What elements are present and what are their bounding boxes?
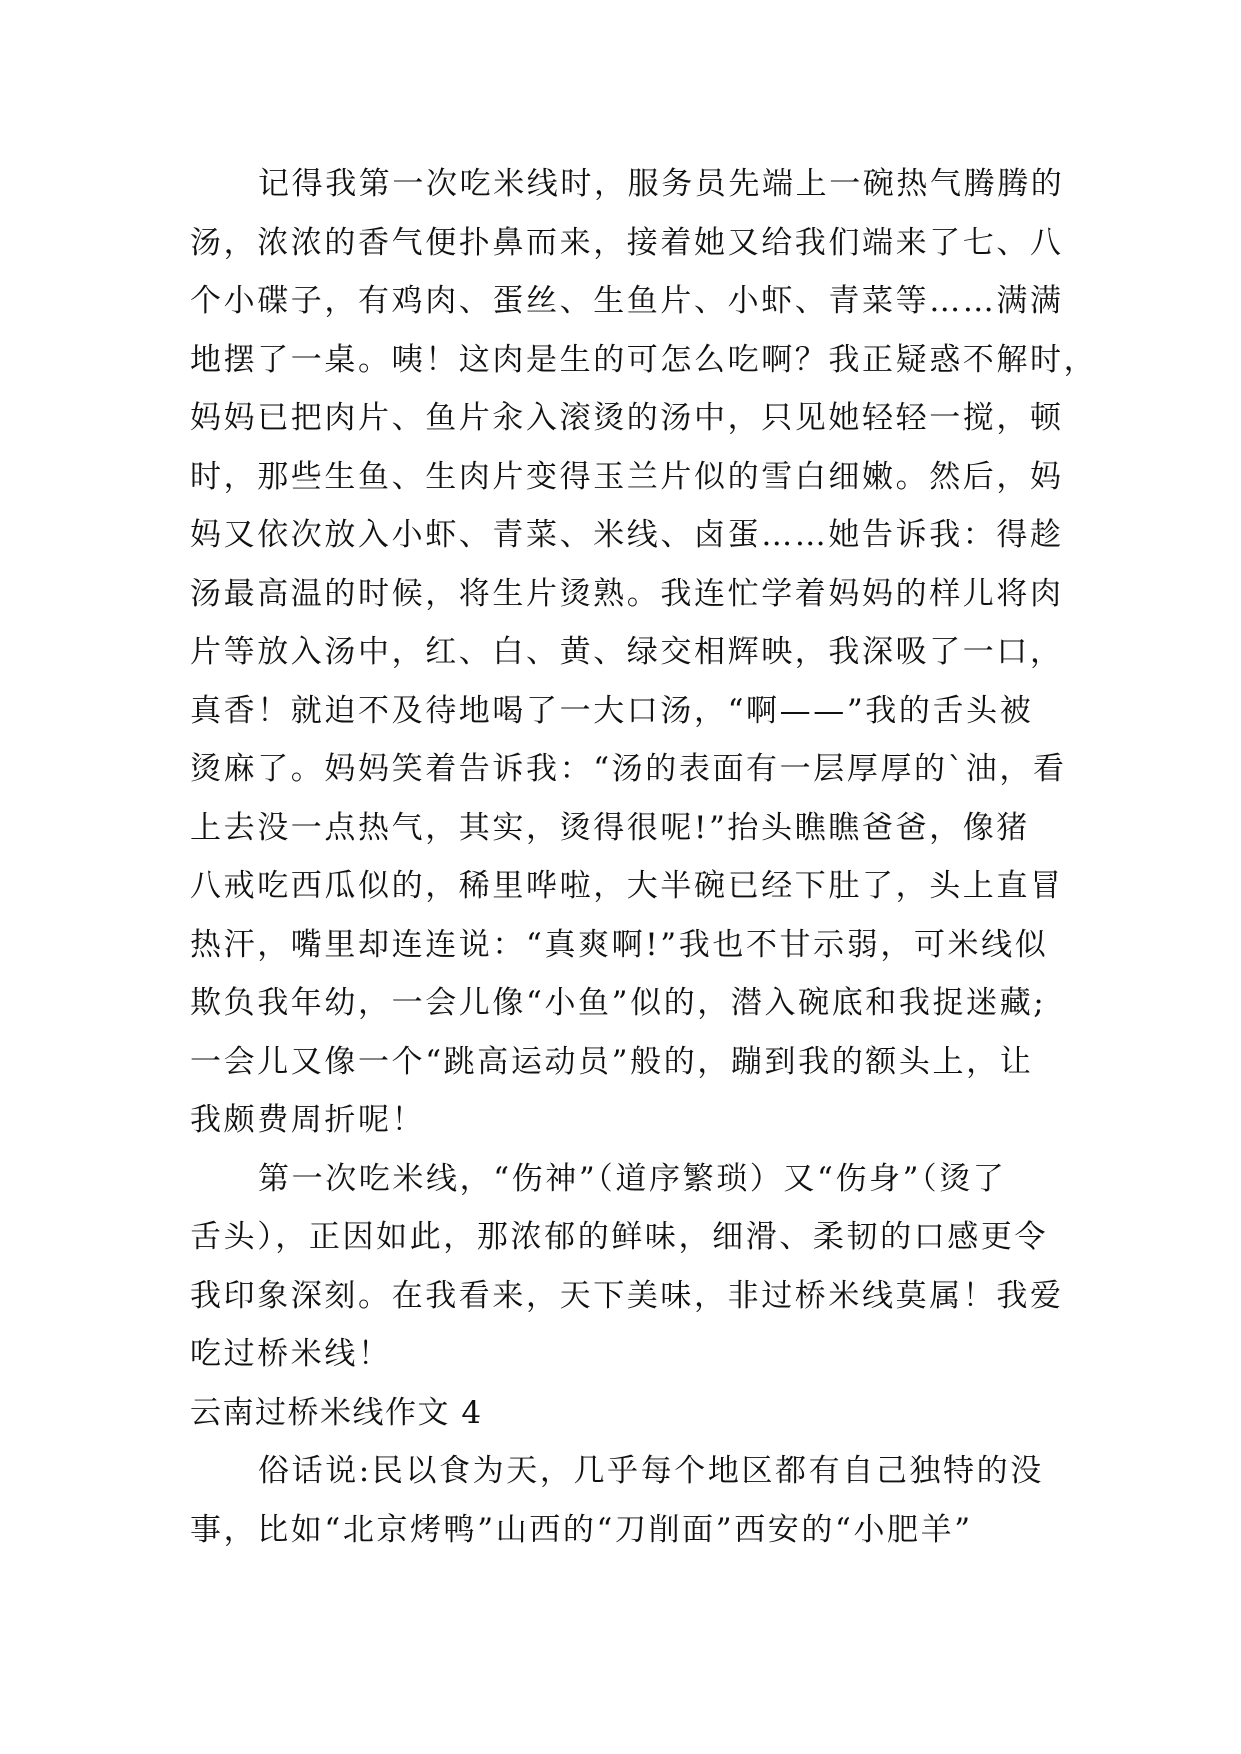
text-line: 地摆了一桌。咦！这肉是生的可怎么吃啊？我正疑惑不解时， <box>190 341 1098 378</box>
text-line: 欺负我年幼，一会儿像“小鱼”似的，潜入碗底和我捉迷藏; <box>190 985 1047 1021</box>
text-line: 记得我第一次吃米线时，服务员先端上一碗热气腾腾的 <box>258 166 1065 202</box>
text-line: 个小碟子，有鸡肉、蛋丝、生鱼片、小虾、青菜等……满满 <box>190 283 1064 319</box>
text-line: 汤最高温的时候，将生片烫熟。我连忙学着妈妈的样儿将肉 <box>190 575 1064 612</box>
text-line: 事，比如“北京烤鸭”山西的“刀削面”西安的“小肥羊” <box>190 1511 973 1548</box>
paragraph <box>190 1150 1064 1384</box>
text-line: 烫麻了。妈妈笑着告诉我：“汤的表面有一层厚厚的`油，看 <box>190 751 1067 787</box>
text-line: 汤，浓浓的香气便扑鼻而来，接着她又给我们端来了七、八 <box>190 224 1064 261</box>
paragraph <box>190 1442 1050 1559</box>
text-line: 妈又依次放入小虾、青菜、米线、卤蛋……她告诉我：得趁 <box>190 517 1064 553</box>
text-line: 我印象深刻。在我看来，天下美味，非过桥米线莫属！我爱 <box>190 1277 1064 1314</box>
text-line: 热汗，嘴里却连连说：“真爽啊!”我也不甘示弱，可米线似 <box>190 926 1049 963</box>
text-line: 俗话说:民以食为天，几乎每个地区都有自己独特的没 <box>258 1453 1044 1489</box>
text-line: 片等放入汤中，红、白、黄、绿交相辉映，我深吸了一口， <box>190 634 1064 670</box>
paragraph <box>190 155 1098 1150</box>
text-line: 真香！就迫不及待地喝了一大口汤，“啊——”我的舌头被 <box>190 692 1034 729</box>
text-line: 时，那些生鱼、生肉片变得玉兰片似的雪白细嫩。然后，妈 <box>190 458 1064 495</box>
text-line: 一会儿又像一个“跳高运动员”般的，蹦到我的额头上，让 <box>190 1043 1034 1080</box>
text-line: 舌头），正因如此，那浓郁的鲜味，细滑、柔韧的口感更令 <box>190 1219 1049 1255</box>
text-line: 我颇费周折呢！ <box>190 1102 426 1138</box>
section-heading: 云南过桥米线作文 4 <box>190 1394 483 1431</box>
text-line: 妈妈已把肉片、鱼片汆入滚烫的汤中，只见她轻轻一搅，顿 <box>190 400 1064 436</box>
text-line: 第一次吃米线，“伤神”（道序繁琐）又“伤身”（烫了 <box>258 1160 1007 1197</box>
text-line: 上去没一点热气，其实，烫得很呢!”抬头瞧瞧爸爸，像猪 <box>190 809 1030 846</box>
text-line: 吃过桥米线！ <box>190 1336 392 1372</box>
text-line: 八戒吃西瓜似的，稀里哗啦，大半碗已经下肚了，头上直冒 <box>190 868 1064 904</box>
document-page <box>190 155 1098 1559</box>
